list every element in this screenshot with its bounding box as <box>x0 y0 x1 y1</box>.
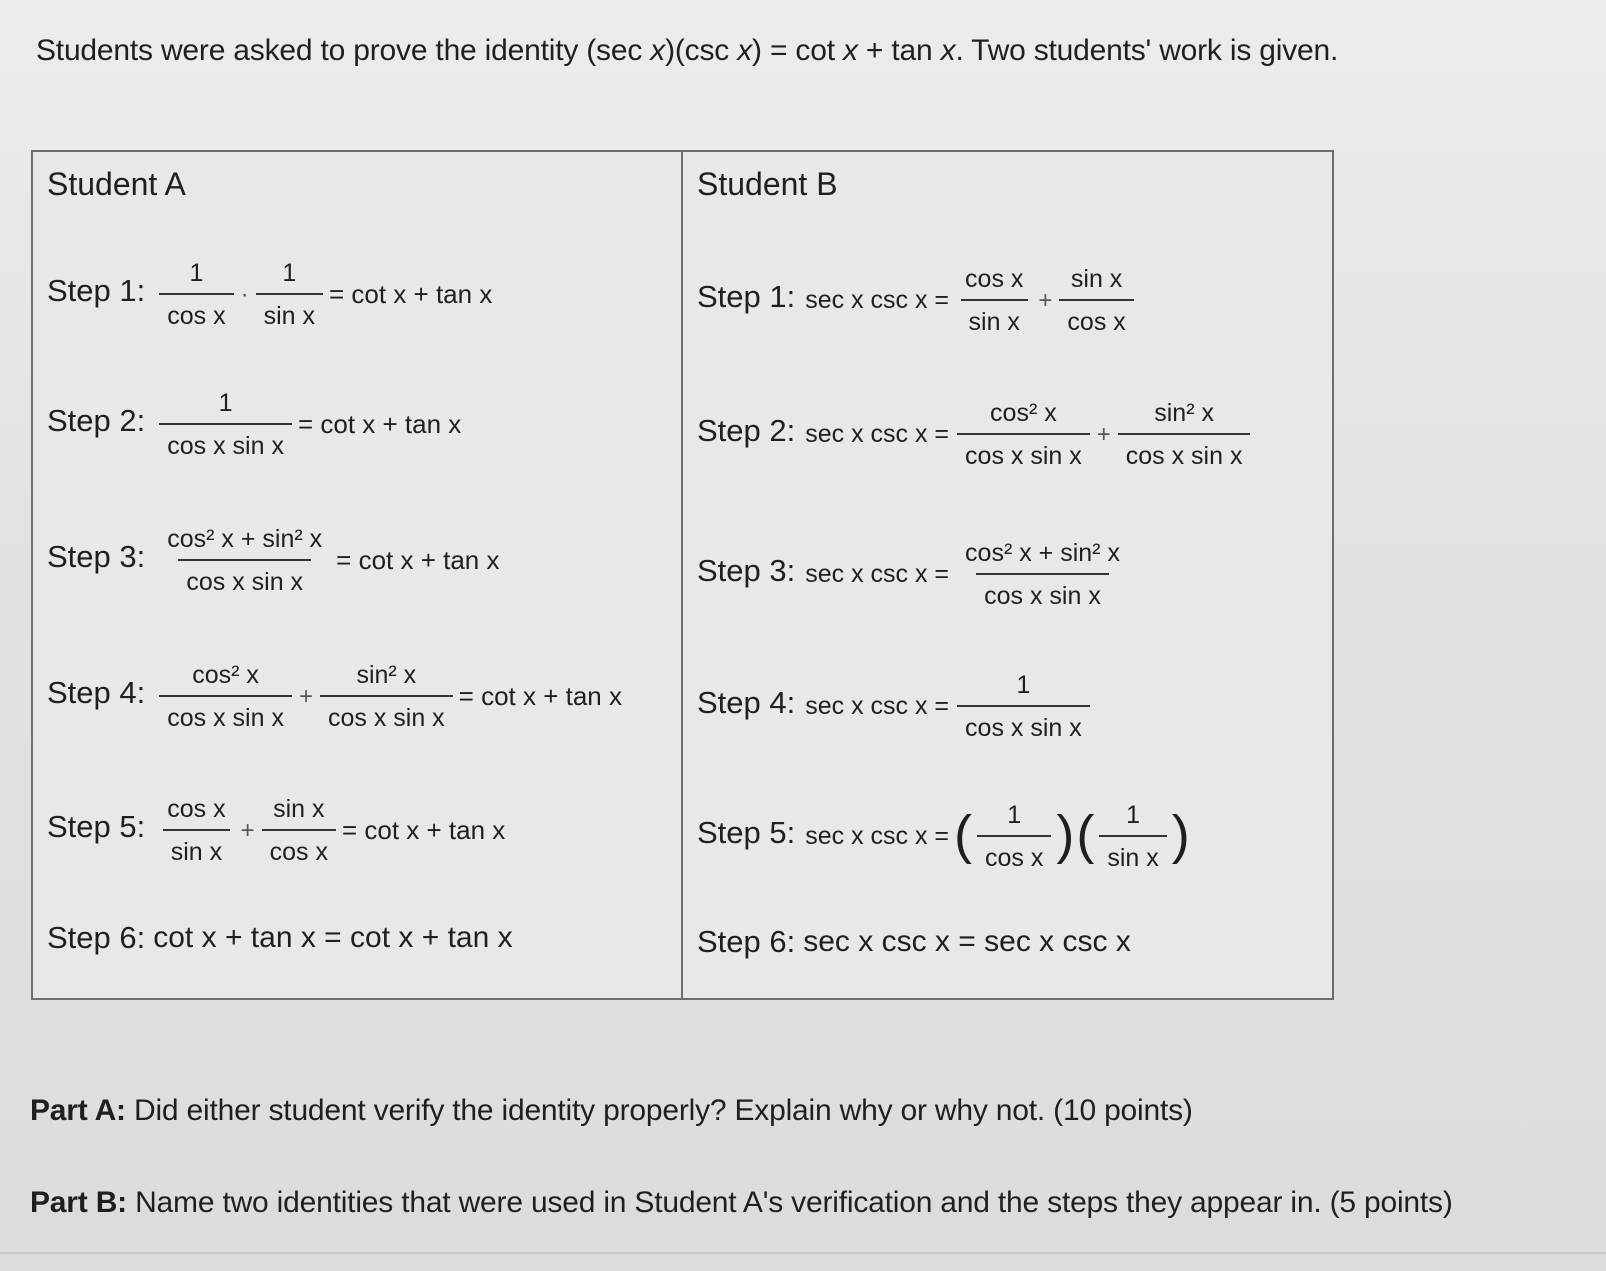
step-label: Step 2: <box>47 402 146 438</box>
operator: · <box>240 280 249 308</box>
step-label: Step 4: <box>47 674 146 710</box>
numerator: cos x <box>167 795 226 823</box>
step-equation: sec x csc x = sec x csc x <box>803 925 1131 958</box>
step-label: Step 6: <box>697 924 796 959</box>
fraction <box>159 388 292 461</box>
step-label: Step 6: <box>47 920 146 955</box>
fraction <box>977 800 1051 873</box>
left-hand-side: sec x csc x = <box>805 822 950 850</box>
numerator: 1 <box>282 259 297 287</box>
numerator: cos² x <box>192 661 259 689</box>
student-b-column <box>683 152 1333 998</box>
step-label: Step 3: <box>697 552 796 588</box>
numerator: sin x <box>1070 265 1123 293</box>
denominator: cos x <box>159 293 233 331</box>
numerator: sin² x <box>356 661 417 689</box>
numerator: cos² x <box>990 399 1057 427</box>
student-b-title: Student B <box>697 166 838 202</box>
numerator: 1 <box>189 259 204 287</box>
operator: + <box>298 682 313 710</box>
left-paren: ( <box>1076 804 1095 865</box>
numerator: 1 <box>1016 671 1031 699</box>
fraction <box>159 660 292 733</box>
part-b-question <box>30 1186 1453 1220</box>
denominator: cos x sin x <box>159 695 292 733</box>
student-a-step-5 <box>47 794 505 867</box>
left-paren: ( <box>954 804 973 865</box>
right-paren: ) <box>1056 804 1075 865</box>
operator: + <box>1038 286 1053 314</box>
numerator: 1 <box>1126 801 1141 829</box>
left-hand-side: sec x csc x = <box>805 692 950 720</box>
denominator: cos x sin x <box>320 695 453 733</box>
step-label: Step 3: <box>47 538 146 574</box>
fraction <box>1059 264 1133 337</box>
student-a-step-2 <box>47 388 461 461</box>
fraction <box>159 524 330 597</box>
answer-box-edge <box>0 1252 1606 1254</box>
numerator: 1 <box>1007 801 1022 829</box>
student-b-step-1 <box>697 264 1138 337</box>
denominator: cos x <box>262 829 336 867</box>
fraction <box>1118 398 1251 471</box>
step-label: Step 5: <box>47 808 146 844</box>
denominator: cos x sin x <box>178 559 311 597</box>
student-a-column <box>33 152 681 998</box>
step-label: Step 4: <box>697 684 796 720</box>
numerator: 1 <box>218 389 233 417</box>
left-hand-side: sec x csc x = <box>805 560 950 588</box>
question-prompt: Students were asked to prove the identity (sec x)(csc x) = cot x + tan x. Two students' work is given. <box>36 34 1339 67</box>
operator: + <box>1096 420 1111 448</box>
numerator: cos² x + sin² x <box>167 525 323 553</box>
step-label: Step 2: <box>697 412 796 448</box>
denominator: cos x sin x <box>159 423 292 461</box>
student-a-title: Student A <box>47 166 186 202</box>
student-work-table <box>31 150 1334 1000</box>
right-hand-side: = cot x + tan x <box>341 815 506 845</box>
fraction <box>262 794 336 867</box>
fraction <box>256 258 323 331</box>
fraction <box>957 398 1090 471</box>
denominator: sin x <box>961 299 1028 337</box>
numerator: sin² x <box>1154 399 1214 427</box>
fraction <box>159 794 233 867</box>
step-label: Step 1: <box>697 278 796 314</box>
right-paren: ) <box>1171 804 1190 865</box>
right-hand-side: = cot x + tan x <box>458 681 622 711</box>
part-a-label: Part A: <box>30 1094 126 1127</box>
denominator: cos x sin x <box>957 433 1090 471</box>
denominator: sin x <box>163 829 230 867</box>
fraction <box>1099 800 1166 873</box>
student-b-step-3 <box>697 538 1132 611</box>
student-a-step-6 <box>47 920 513 956</box>
student-a-step-1 <box>47 258 492 331</box>
part-a-text: Did either student verify the identity properly? Explain why or why not. (10 points) <box>125 1094 1193 1127</box>
denominator: cos x sin x <box>976 573 1109 611</box>
operator: + <box>240 816 255 844</box>
fraction <box>957 264 1031 337</box>
fraction <box>159 258 233 331</box>
denominator: cos x <box>1059 299 1133 337</box>
denominator: cos x sin x <box>957 705 1090 743</box>
student-a-step-3 <box>47 524 499 597</box>
part-a-question <box>30 1094 1193 1128</box>
fraction <box>957 538 1128 611</box>
numerator: cos² x + sin² x <box>965 539 1120 567</box>
student-b-step-5 <box>697 800 1191 873</box>
right-hand-side: = cot x + tan x <box>336 545 500 575</box>
step-equation: cot x + tan x = cot x + tan x <box>153 921 513 954</box>
part-b-text: Name two identities that were used in Student A's verification and the steps they appear in. (5 points) <box>126 1186 1453 1219</box>
right-hand-side: = cot x + tan x <box>329 279 493 309</box>
left-hand-side: sec x csc x = <box>805 420 950 448</box>
numerator: sin x <box>273 795 325 823</box>
fraction <box>957 670 1090 743</box>
denominator: sin x <box>256 293 323 331</box>
denominator: cos x <box>977 835 1051 873</box>
numerator: cos x <box>965 265 1024 293</box>
left-hand-side: sec x csc x = <box>805 286 950 314</box>
right-hand-side: = cot x + tan x <box>297 409 462 439</box>
part-b-label: Part B: <box>30 1186 127 1219</box>
denominator: sin x <box>1099 835 1166 873</box>
fraction <box>320 660 453 733</box>
step-label: Step 1: <box>47 272 146 308</box>
step-label: Step 5: <box>697 814 796 850</box>
student-b-step-4 <box>697 670 1094 743</box>
student-b-step-6 <box>697 924 1131 960</box>
student-b-step-2 <box>697 398 1254 471</box>
student-a-step-4 <box>47 660 622 733</box>
denominator: cos x sin x <box>1118 433 1251 471</box>
